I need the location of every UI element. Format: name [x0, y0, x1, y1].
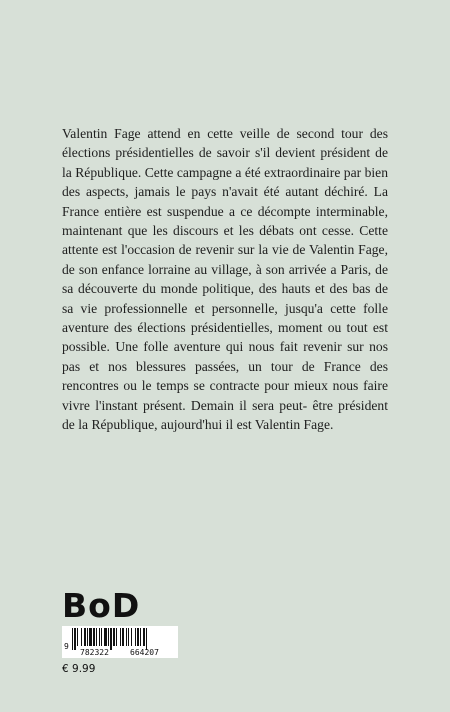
barcode-bar	[110, 628, 112, 650]
back-cover-blurb: Valentin Fage attend en cette veille de second tour des élections présidentielles de savoir s'il devient président de la République. Cette campagne a été extraordinaire par bien des aspects, jamais le pays n'avait été autant déchiré. La France entière est suspendue a ce décompte interminable, maintenant que les discours et les débats ont cesse. Cette attente est l'occasion de revenir sur la vie de Valentin Fage, de son enfance lorraine au village, à son arrivée a Paris, de sa découverte du monde politique, des hauts et des bas de sa vie professionnelle et personnelle, jusqu'a cette folle aventure des élections présidentielles, moment ou tout est possible. Une folle aventure qui nous fait revenir sur nos pas et nos blessures passées, un tour de France des rencontres ou le temps se contracte pour mieux nous faire vivre l'instant présent. Demain il sera peut- être président de la République, aujourd'hui il est Valentin Fage.	[62, 126, 388, 433]
barcode-digits-left: 782322	[80, 648, 109, 657]
barcode-bar	[74, 628, 76, 650]
barcode-bar	[93, 628, 95, 646]
barcode-digits-right: 664207	[130, 648, 159, 657]
barcode-bar	[72, 628, 73, 650]
isbn-barcode	[62, 626, 178, 658]
barcode-bar	[116, 628, 117, 646]
barcode-bar	[108, 628, 109, 646]
barcode-bar	[146, 628, 147, 650]
barcode-bar	[77, 628, 78, 646]
barcode-bar	[96, 628, 97, 646]
barcode-bar	[89, 628, 92, 646]
barcode-bar	[113, 628, 115, 646]
price-label: € 9.99	[62, 663, 96, 675]
barcode-bar	[122, 628, 124, 646]
barcode-lead-digit: 9	[64, 642, 69, 651]
barcode-bar	[135, 628, 136, 646]
barcode-bar	[84, 628, 86, 646]
barcode-bar	[131, 628, 132, 646]
barcode-bar	[143, 628, 145, 646]
barcode-bar	[104, 628, 107, 646]
barcode-bar	[120, 628, 121, 646]
barcode-bar	[101, 628, 102, 646]
barcode-bar	[81, 628, 82, 646]
barcode-bar	[128, 628, 129, 646]
barcode-bar	[126, 628, 127, 646]
barcode-bar	[140, 628, 141, 646]
bod-publisher-logo: BoD	[62, 586, 141, 625]
barcode-bar	[137, 628, 139, 646]
barcode-bar	[87, 628, 88, 646]
barcode-bar	[99, 628, 100, 646]
